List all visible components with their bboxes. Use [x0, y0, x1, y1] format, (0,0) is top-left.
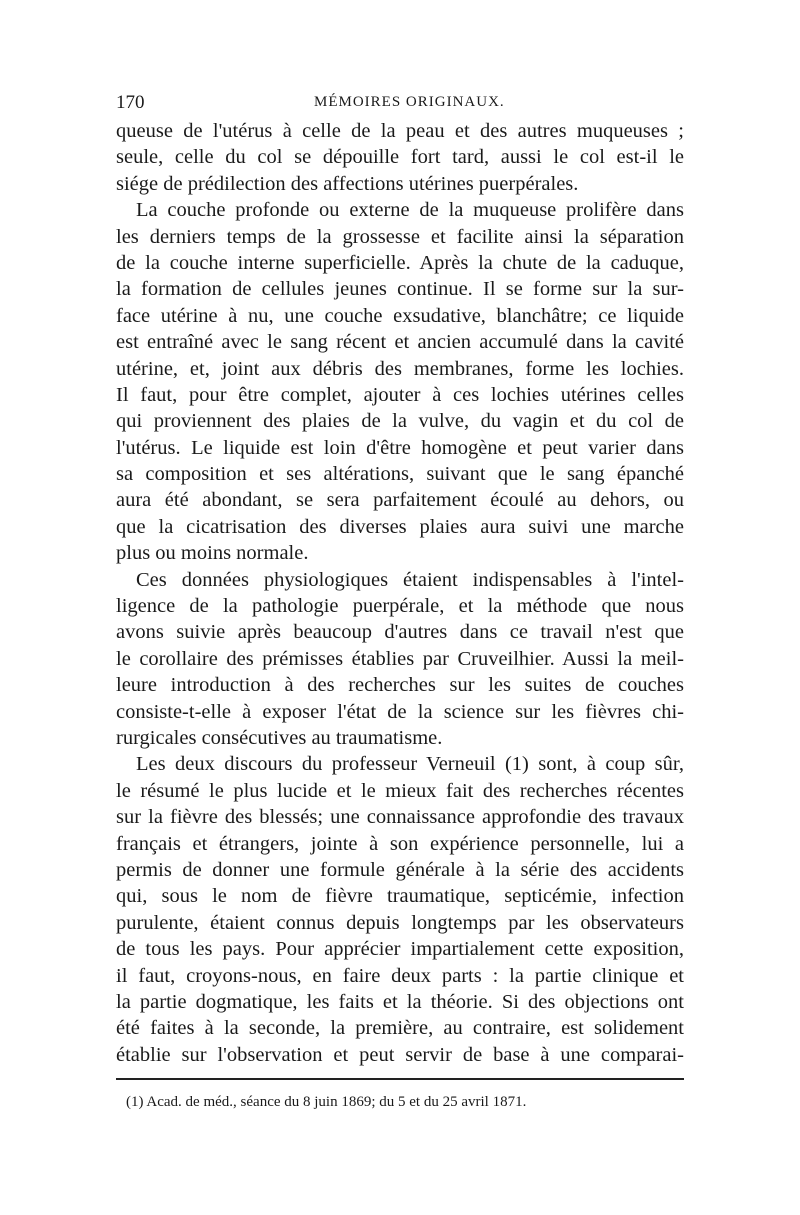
- text-line: face utérine à nu, une couche exsudative, blanchâtre; ce liquide: [116, 304, 684, 327]
- text-line: que la cicatrisation des diverses plaies aura suivi une marche: [116, 515, 684, 538]
- footnote: (1) Acad. de méd., séance du 8 juin 1869; du 5 et du 25 avril 1871.: [126, 1094, 527, 1111]
- text-line: rurgicales consécutives au traumatisme.: [116, 726, 443, 749]
- text-line: qui proviennent des plaies de la vulve, du vagin et du col de: [116, 410, 684, 433]
- text-line: l'utérus. Le liquide est loin d'être homogène et peut varier dans: [116, 436, 684, 459]
- text-line: sa composition et ses altérations, suivant que le sang épanché: [116, 463, 684, 486]
- text-line: français et étrangers, jointe à son expérience personnelle, lui a: [116, 832, 684, 855]
- page-header: [116, 92, 684, 118]
- text-line: utérine, et, joint aux débris des membranes, forme les lochies.: [116, 357, 684, 380]
- text-line: leure introduction à des recherches sur les suites de couches: [116, 674, 684, 697]
- text-line: ligence de la pathologie puerpérale, et la méthode que nous: [116, 595, 684, 618]
- text-line: été faites à la seconde, la première, au contraire, est solidement: [116, 1017, 684, 1040]
- text-line: purulente, étaient connus depuis longtemps par les observateurs: [116, 911, 684, 934]
- text-line: permis de donner une formule générale à la série des accidents: [116, 858, 684, 881]
- text-line: consiste-t-elle à exposer l'état de la science sur les fièvres chi-: [116, 700, 684, 723]
- text-line: de tous les pays. Pour apprécier impartialement cette exposition,: [116, 938, 684, 961]
- text-line: la partie dogmatique, les faits et la théorie. Si des objections ont: [116, 990, 684, 1013]
- text-line: siége de prédilection des affections utérines puerpérales.: [116, 172, 579, 195]
- footnote-divider: [116, 1078, 684, 1080]
- text-line: de la couche interne superficielle. Après la chute de la caduque,: [116, 251, 684, 274]
- text-line: les derniers temps de la grossesse et facilite ainsi la séparation: [116, 225, 684, 248]
- running-title: MÉMOIRES ORIGINAUX.: [314, 94, 505, 110]
- text-line: queuse de l'utérus à celle de la peau et des autres muqueuses ;: [116, 120, 684, 142]
- body-text: [116, 118, 684, 1068]
- text-line: le résumé le plus lucide et le mieux fait des recherches récentes: [116, 779, 684, 802]
- text-line: Ces données physiologiques étaient indispensables à l'intel-: [136, 568, 684, 591]
- text-line: avons suivie après beaucoup d'autres dans ce travail n'est que: [116, 621, 684, 644]
- text-line: établie sur l'observation et peut servir de base à une comparai-: [116, 1043, 684, 1066]
- text-line: sur la fièvre des blessés; une connaissance approfondie des travaux: [116, 806, 684, 829]
- text-line: Il faut, pour être complet, ajouter à ces lochies utérines celles: [116, 383, 684, 406]
- text-line: plus ou moins normale.: [116, 542, 309, 565]
- document-page: [116, 92, 684, 1111]
- text-line: qui, sous le nom de fièvre traumatique, septicémie, infection: [116, 885, 684, 908]
- text-line: seule, celle du col se dépouille fort tard, aussi le col est-il le: [116, 146, 684, 169]
- text-line: le corollaire des prémisses établies par Cruveilhier. Aussi la meil-: [116, 647, 684, 670]
- text-line: est entraîné avec le sang récent et ancien accumulé dans la cavité: [116, 331, 684, 354]
- text-line: aura été abondant, se sera parfaitement écoulé au dehors, ou: [116, 489, 684, 512]
- text-line: Les deux discours du professeur Verneuil (1) sont, à coup sûr,: [136, 753, 684, 776]
- text-line: La couche profonde ou externe de la muqueuse prolifère dans: [136, 199, 684, 222]
- text-line: la formation de cellules jeunes continue. Il se forme sur la sur-: [116, 278, 684, 301]
- text-line: il faut, croyons-nous, en faire deux parts : la partie clinique et: [116, 964, 684, 987]
- page-number: 170: [116, 92, 145, 113]
